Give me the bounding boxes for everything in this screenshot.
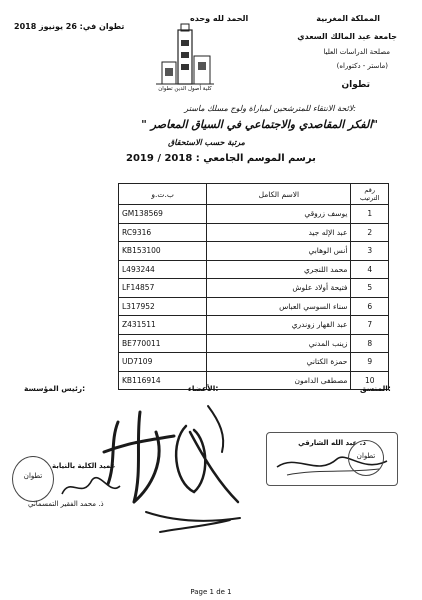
department-sub: (ماستر - دكتوراه) bbox=[336, 62, 388, 70]
header-name: الاسم الكامل bbox=[207, 184, 351, 205]
cell-name: سناء السوسي العباس bbox=[207, 297, 351, 316]
table-row bbox=[119, 353, 389, 372]
faculty-logo-text: كلية أصول الدين تطوان bbox=[158, 86, 212, 92]
cell-rank: 10 bbox=[351, 371, 389, 390]
table-row bbox=[119, 371, 389, 390]
president-label: رئيس المؤسسة: bbox=[24, 384, 86, 393]
cell-name: عبد القهار زوندري bbox=[207, 316, 351, 335]
department-name: مصلحة الدراسات العليا bbox=[323, 48, 390, 56]
table-row bbox=[119, 223, 389, 242]
coordinator-round-stamp bbox=[348, 440, 384, 476]
program-title: " الفكر المقاصدي والاجتماعي في السياق المعاصر" bbox=[141, 118, 378, 131]
cell-rank: 1 bbox=[351, 205, 389, 224]
table-row bbox=[119, 334, 389, 353]
ranking-caption: مرتبة حسب الاستحقاق bbox=[168, 138, 245, 147]
coordinator-label: المنسق: bbox=[360, 384, 391, 393]
cell-rank: 8 bbox=[351, 334, 389, 353]
cell-rank: 7 bbox=[351, 316, 389, 335]
table-row bbox=[119, 316, 389, 335]
kingdom-line: المملكة المغربية bbox=[316, 14, 380, 23]
cell-name: عبد الإله جيد bbox=[207, 223, 351, 242]
cell-rank: 4 bbox=[351, 260, 389, 279]
dean-title: عميد الكلية بالنيابة bbox=[52, 462, 116, 470]
table-row bbox=[119, 279, 389, 298]
cell-name: حمزة الكتاني bbox=[207, 353, 351, 372]
table-header-row bbox=[119, 184, 389, 205]
page-indicator: Page 1 de 1 bbox=[190, 588, 232, 596]
cell-name: أنس الوهابي bbox=[207, 242, 351, 261]
cell-rank: 3 bbox=[351, 242, 389, 261]
cell-name: فتيحة أولاد علوش bbox=[207, 279, 351, 298]
cell-id: BE770011 bbox=[119, 334, 207, 353]
header-rank: رقم الترتيب bbox=[351, 184, 389, 205]
table-row bbox=[119, 297, 389, 316]
cell-rank: 2 bbox=[351, 223, 389, 242]
cell-rank: 5 bbox=[351, 279, 389, 298]
cell-rank: 9 bbox=[351, 353, 389, 372]
dean-name: ذ. محمد الفقير التمسماني bbox=[28, 500, 104, 508]
table-row bbox=[119, 260, 389, 279]
document-date: تطوان في: 26 يونيوز 2018 bbox=[14, 22, 125, 31]
coordinator-stamp-name: د. عبد الله الشارقي bbox=[298, 439, 366, 447]
ranking-table bbox=[118, 183, 389, 390]
cell-id: RC9316 bbox=[119, 223, 207, 242]
city-name: تطوان bbox=[341, 80, 370, 90]
cell-rank: 6 bbox=[351, 297, 389, 316]
cell-id: GM138569 bbox=[119, 205, 207, 224]
coordinator-stamp-city: تطوان bbox=[356, 452, 376, 460]
cell-id: Z431511 bbox=[119, 316, 207, 335]
dean-stamp-city: تطوان bbox=[23, 472, 43, 480]
list-caption: لائحة الانتقاء للمترشحين لمباراة ولوج مسلك ماستر: bbox=[184, 104, 356, 113]
cell-name: يوسف زروقي bbox=[207, 205, 351, 224]
cell-name: محمد اللنجري bbox=[207, 260, 351, 279]
university-name: جامعة عبد المالك السعدي bbox=[297, 32, 397, 41]
table-row bbox=[119, 242, 389, 261]
header-id: ب.ت.و bbox=[119, 184, 207, 205]
academic-season: برسم الموسم الجامعي : 2018 / 2019 bbox=[126, 153, 316, 164]
cell-id: LF14857 bbox=[119, 279, 207, 298]
cell-name: زينب المدني bbox=[207, 334, 351, 353]
cell-id: KB116914 bbox=[119, 371, 207, 390]
cell-id: KB153100 bbox=[119, 242, 207, 261]
cell-id: UD7109 bbox=[119, 353, 207, 372]
table-row bbox=[119, 205, 389, 224]
motto: الحمد لله وحده bbox=[190, 14, 249, 23]
cell-id: L493244 bbox=[119, 260, 207, 279]
cell-name: مصطفى الدامون bbox=[207, 371, 351, 390]
members-label: الأعضاء: bbox=[188, 384, 219, 393]
cell-id: L317952 bbox=[119, 297, 207, 316]
faculty-logo bbox=[152, 22, 218, 100]
dean-round-stamp bbox=[12, 456, 54, 502]
